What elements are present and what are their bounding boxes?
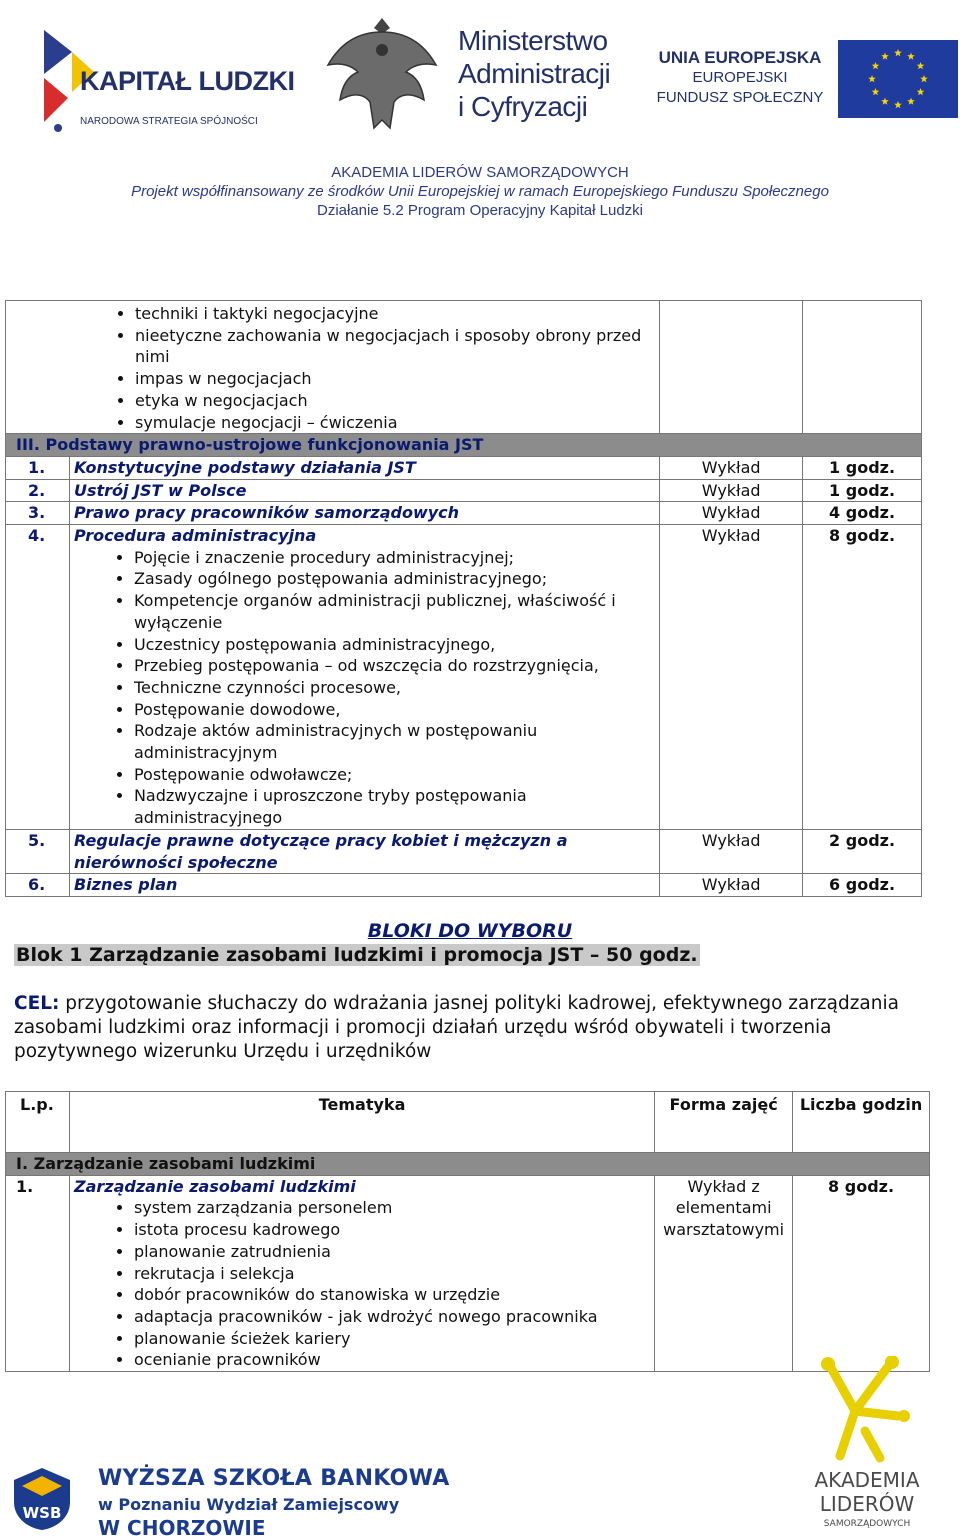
topic-title: Biznes plan bbox=[69, 874, 659, 897]
table-row bbox=[6, 502, 922, 525]
topic-cell bbox=[69, 525, 659, 830]
academy-name: AKADEMIA LIDERÓW SAMORZĄDOWYCH bbox=[331, 164, 629, 181]
hours: 1 godz. bbox=[803, 456, 922, 479]
class-form: Wykład z elementami warsztatowymi bbox=[655, 1175, 793, 1371]
eu-fund-name bbox=[655, 48, 825, 108]
list-item: • Zasady ogólnego postępowania administracyjnego; bbox=[134, 568, 655, 590]
wsb-title: WYŻSZA SZKOŁA BANKOWA bbox=[98, 1466, 450, 1491]
ministry-name bbox=[458, 24, 610, 123]
akademia-liderow-text bbox=[812, 1468, 922, 1529]
kapital-ludzki-subtitle: NARODOWA STRATEGIA SPÓJNOŚCI bbox=[80, 116, 258, 127]
kapital-ludzki-logo bbox=[38, 22, 295, 142]
topic-title: Procedura administracyjna bbox=[73, 526, 317, 546]
list-item: • istota procesu kadrowego bbox=[134, 1219, 650, 1241]
eu-flag-icon bbox=[838, 40, 958, 118]
list-item: • planowanie zatrudnienia bbox=[134, 1241, 650, 1263]
wsb-name bbox=[98, 1466, 450, 1540]
cofinancing-note: Projekt współfinansowany ze środków Unii Europejskiej w ramach Europejskiego Funduszu Społecznego bbox=[131, 183, 829, 200]
list-item: • Przebieg postępowania – od wszczęcia do rozstrzygnięcia, bbox=[134, 655, 655, 677]
ministry-line-3: i Cyfryzacji bbox=[458, 91, 588, 122]
table-header-row bbox=[6, 1092, 930, 1153]
list-item: • Uczestnicy postępowania administracyjnego, bbox=[134, 634, 655, 656]
list-item: • techniki i taktyki negocjacyjne bbox=[135, 303, 655, 325]
list-item: • dobór pracowników do stanowiska w urzędzie bbox=[134, 1284, 650, 1306]
row-number: 1. bbox=[6, 1175, 70, 1371]
list-item: • planowanie ścieżek kariery bbox=[134, 1328, 650, 1350]
table-row bbox=[6, 874, 922, 897]
wsb-abbr: WSB bbox=[22, 1504, 62, 1522]
topic-title: Regulacje prawne dotyczące pracy kobiet i mężczyzn a nierówności społeczne bbox=[69, 829, 659, 873]
section-heading: I. Zarządzanie zasobami ludzkimi bbox=[6, 1153, 930, 1176]
row-number: 5. bbox=[6, 829, 70, 873]
list-item: • adaptacja pracowników - jak wdrożyć nowego pracownika bbox=[134, 1306, 650, 1328]
block-1-heading: Blok 1 Zarządzanie zasobami ludzkimi i promocja JST – 50 godz. bbox=[16, 944, 698, 966]
kapital-ludzki-title: KAPITAŁ LUDZKI bbox=[80, 66, 295, 96]
row-number: 6. bbox=[6, 874, 70, 897]
akad-line-2: LIDERÓW bbox=[819, 1492, 915, 1516]
table-row bbox=[6, 1175, 930, 1371]
empty-cell bbox=[803, 301, 922, 434]
header-hours: Liczba godzin bbox=[793, 1092, 930, 1153]
goal-text: przygotowanie słuchaczy do wdrażania jasnej polityki kadrowej, efektywnego zarządzania zasobami ludzkimi oraz informacji i promocji działań urzędu wśród obywateli i tworzenia pozytywnego wizerunku Urzędu i urzędników bbox=[14, 993, 899, 1062]
elective-blocks-title: BLOKI DO WYBORU bbox=[367, 920, 573, 942]
list-item: • rekrutacja i selekcja bbox=[134, 1263, 650, 1285]
row-number: 3. bbox=[6, 502, 70, 525]
hours: 8 godz. bbox=[793, 1175, 930, 1371]
top-bullets-cell bbox=[6, 301, 660, 434]
row-number: 2. bbox=[6, 479, 70, 502]
topic-bullet-list bbox=[7, 1197, 650, 1371]
project-info bbox=[0, 163, 960, 220]
goal-label: CEL: bbox=[14, 993, 60, 1014]
table-row bbox=[6, 301, 922, 434]
topic-title: Konstytucyjne podstawy działania JST bbox=[69, 456, 659, 479]
wsb-shield-logo-icon bbox=[12, 1466, 72, 1532]
ministry-line-2: Administracji bbox=[458, 58, 611, 89]
eu-line-3: FUNDUSZ SPOŁECZNY bbox=[656, 89, 824, 106]
list-item: • Techniczne czynności procesowe, bbox=[134, 677, 655, 699]
section-heading: III. Podstawy prawno-ustrojowe funkcjonowania JST bbox=[6, 434, 922, 457]
eu-line-2: EUROPEJSKI bbox=[692, 69, 788, 86]
list-item: • Postępowanie dowodowe, bbox=[134, 699, 655, 721]
list-item: • Nadzwyczajne i uproszczone tryby postępowania administracyjnego bbox=[134, 785, 655, 828]
program-table-1 bbox=[5, 300, 922, 897]
topic-cell bbox=[69, 1175, 654, 1371]
list-item: • symulacje negocjacji – ćwiczenia bbox=[135, 412, 655, 434]
hours: 4 godz. bbox=[803, 502, 922, 525]
table-row bbox=[6, 829, 922, 873]
topic-title: Ustrój JST w Polsce bbox=[69, 479, 659, 502]
wsb-city: W CHORZOWIE bbox=[98, 1516, 266, 1540]
akad-line-3: SAMORZĄDOWYCH bbox=[823, 1519, 911, 1529]
row-number: 1. bbox=[6, 456, 70, 479]
topic-title: Prawo pracy pracowników samorządowych bbox=[69, 502, 659, 525]
class-form: Wykład bbox=[660, 525, 803, 830]
list-item: • system zarządzania personelem bbox=[134, 1197, 650, 1219]
topic-bullet-list bbox=[7, 547, 655, 829]
page-header bbox=[0, 0, 960, 225]
header-lp: L.p. bbox=[6, 1092, 70, 1153]
list-item: • ocenianie pracowników bbox=[134, 1349, 650, 1371]
list-item: • etyka w negocjacjach bbox=[135, 390, 655, 412]
list-item: • Pojęcie i znaczenie procedury administracyjnej; bbox=[134, 547, 655, 569]
table-row bbox=[6, 456, 922, 479]
program-note: Działanie 5.2 Program Operacyjny Kapitał Ludzki bbox=[317, 202, 643, 219]
class-form: Wykład bbox=[660, 874, 803, 897]
ministry-line-1: Ministerstwo bbox=[458, 25, 608, 56]
table-row bbox=[6, 525, 922, 830]
header-topics: Tematyka bbox=[69, 1092, 654, 1153]
program-table-2 bbox=[5, 1091, 930, 1372]
class-form: Wykład bbox=[660, 456, 803, 479]
row-number: 4. bbox=[6, 525, 70, 830]
akad-line-1: AKADEMIA bbox=[814, 1468, 920, 1492]
eu-line-1: UNIA EUROPEJSKA bbox=[658, 48, 822, 67]
list-item: • nieetyczne zachowania w negocjacjach i sposoby obrony przed nimi bbox=[135, 325, 655, 368]
section-row bbox=[6, 434, 922, 457]
topic-title: Zarządzanie zasobami ludzkimi bbox=[73, 1176, 356, 1196]
list-item: • Postępowanie odwoławcze; bbox=[134, 764, 655, 786]
akademia-liderow-logo-icon bbox=[820, 1356, 910, 1466]
top-bullet-list bbox=[10, 303, 655, 433]
class-form: Wykład bbox=[660, 829, 803, 873]
list-item: • Kompetencje organów administracji publicznej, właściwość i wyłączenie bbox=[134, 590, 655, 633]
list-item: • impas w negocjacjach bbox=[135, 368, 655, 390]
section-row bbox=[6, 1153, 930, 1176]
goal-paragraph bbox=[14, 992, 924, 1064]
hours: 1 godz. bbox=[803, 479, 922, 502]
hours: 6 godz. bbox=[803, 874, 922, 897]
wsb-subtitle: w Poznaniu Wydział Zamiejscowy bbox=[98, 1495, 400, 1514]
empty-cell bbox=[660, 301, 803, 434]
table-row bbox=[6, 479, 922, 502]
polish-eagle-emblem-icon bbox=[322, 10, 442, 135]
class-form: Wykład bbox=[660, 502, 803, 525]
list-item: • Rodzaje aktów administracyjnych w postępowaniu administracyjnym bbox=[134, 720, 655, 763]
hours: 8 godz. bbox=[803, 525, 922, 830]
header-form: Forma zajęć bbox=[655, 1092, 793, 1153]
hours: 2 godz. bbox=[803, 829, 922, 873]
class-form: Wykład bbox=[660, 479, 803, 502]
